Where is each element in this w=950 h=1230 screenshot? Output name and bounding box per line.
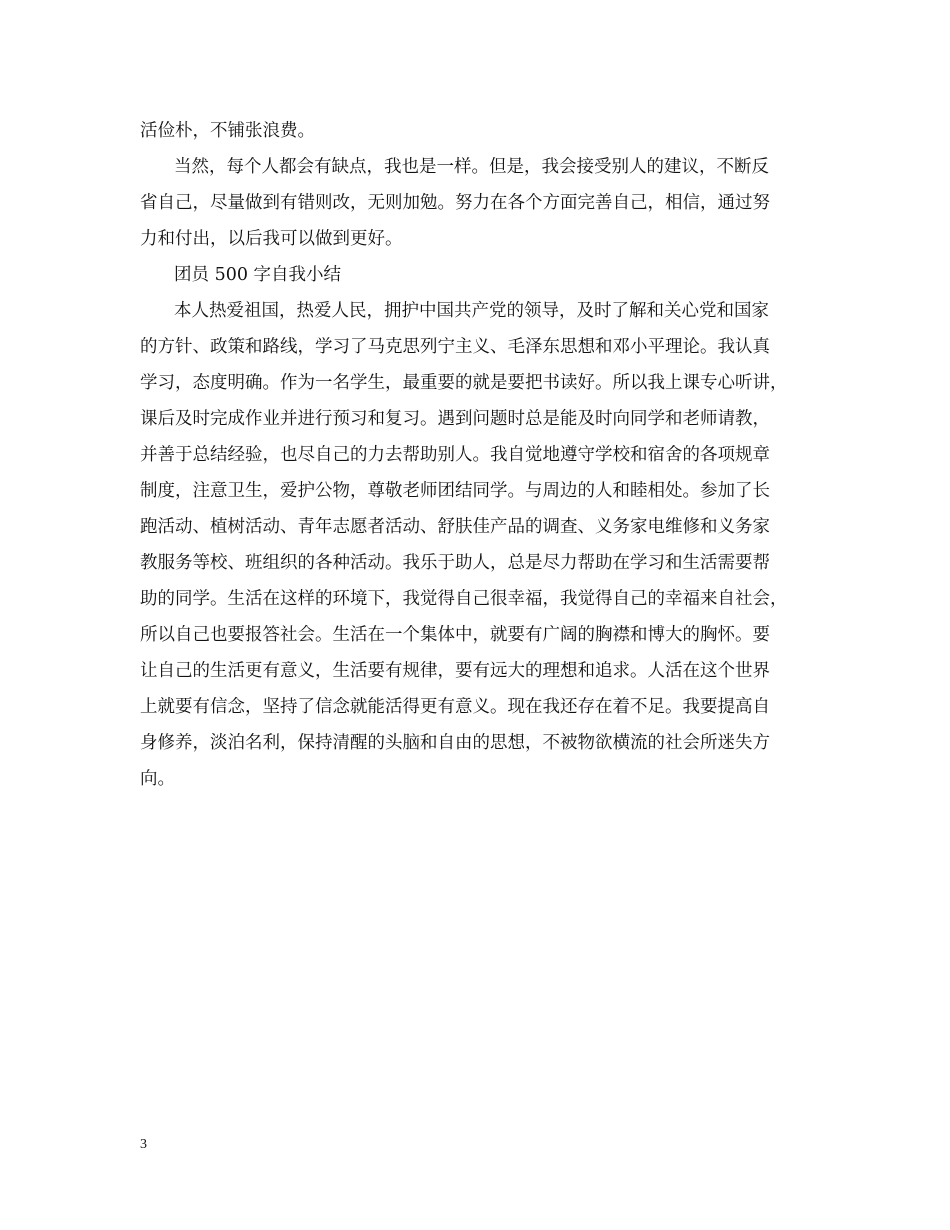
text-line: 让自己的生活更有意义，生活要有规律，要有远大的理想和追求。人活在这个世界 — [140, 661, 770, 681]
text-line: 跑活动、植树活动、青年志愿者活动、舒肤佳产品的调查、义务家电维修和义务家 — [140, 517, 770, 537]
text-line: 课后及时完成作业并进行预习和复习。遇到问题时总是能及时向同学和老师请教， — [140, 409, 770, 429]
text-line: 活俭朴，不铺张浪费。 — [140, 121, 315, 141]
paragraph-first-line: 本人热爱祖国，热爱人民，拥护中国共产党的领导，及时了解和关心党和国家 — [174, 301, 769, 321]
text-line: 教服务等校、班组织的各种活动。我乐于助人，总是尽力帮助在学习和生活需要帮 — [140, 553, 770, 573]
document-body — [140, 113, 832, 797]
text-line: 的方针、政策和路线，学习了马克思列宁主义、毛泽东思想和邓小平理论。我认真 — [140, 337, 770, 357]
paragraph-first-line: 当然，每个人都会有缺点，我也是一样。但是，我会接受别人的建议，不断反 — [174, 157, 769, 177]
text-line: 向。 — [140, 769, 175, 789]
text-line: 学习，态度明确。作为一名学生，最重要的就是要把书读好。所以我上课专心听讲， — [140, 373, 788, 393]
text-line: 所以自己也要报答社会。生活在一个集体中，就要有广阔的胸襟和博大的胸怀。要 — [140, 625, 770, 645]
page-number: 3 — [140, 1137, 147, 1152]
text-line: 助的同学。生活在这样的环境下，我觉得自己很幸福，我觉得自己的幸福来自社会， — [140, 589, 788, 609]
text-line: 省自己，尽量做到有错则改，无则加勉。努力在各个方面完善自己，相信，通过努 — [140, 193, 770, 213]
text-line: 力和付出，以后我可以做到更好。 — [140, 229, 403, 249]
text-line: 制度，注意卫生，爱护公物，尊敬老师团结同学。与周边的人和睦相处。参加了长 — [140, 481, 770, 501]
text-line: 上就要有信念，坚持了信念就能活得更有意义。现在我还存在着不足。我要提高自 — [140, 697, 770, 717]
section-heading: 团员 500 字自我小结 — [174, 265, 342, 285]
text-line: 身修养，淡泊名利，保持清醒的头脑和自由的思想，不被物欲横流的社会所迷失方 — [140, 733, 770, 753]
text-line: 并善于总结经验，也尽自己的力去帮助别人。我自觉地遵守学校和宿舍的各项规章 — [140, 445, 770, 465]
